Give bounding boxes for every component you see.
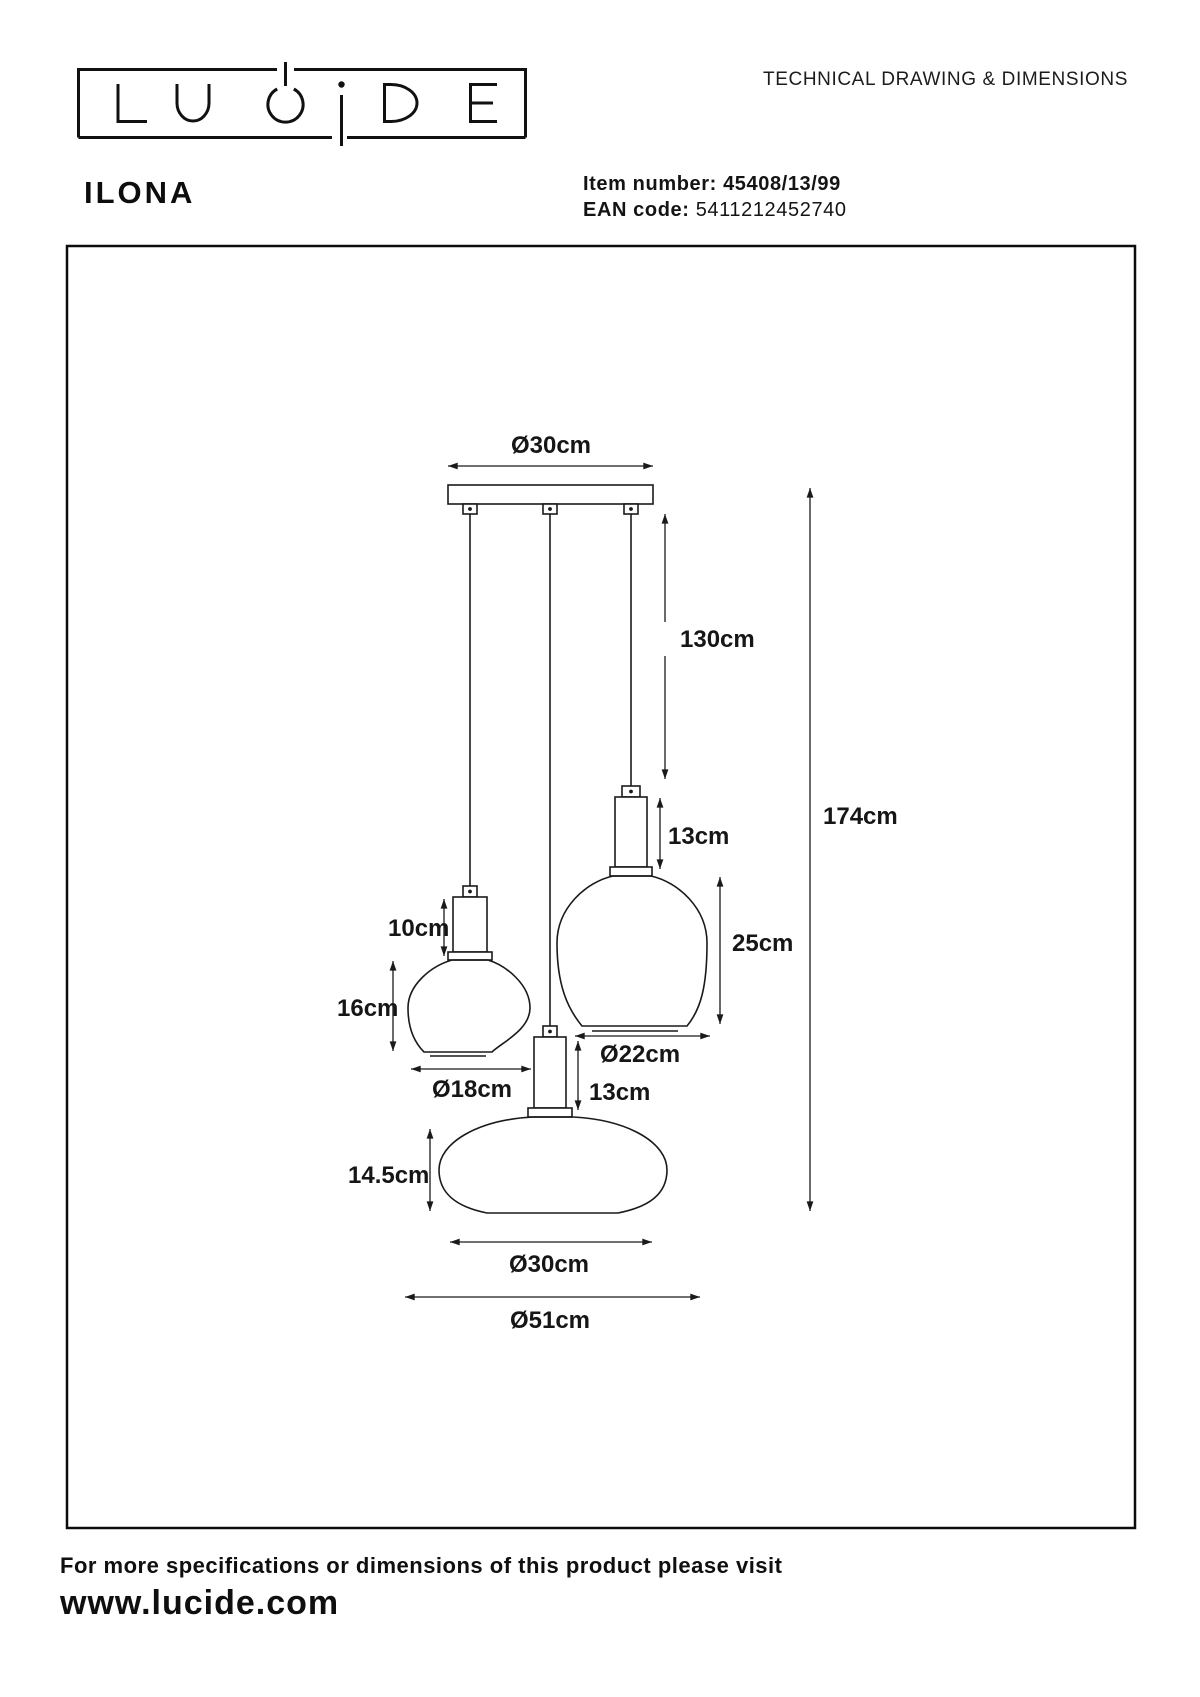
label-right-shade-diameter: Ø22cm bbox=[600, 1041, 681, 1068]
label-total-height: 174cm bbox=[823, 803, 898, 830]
logo-letter-C bbox=[268, 89, 303, 122]
label-cord-length: 130cm bbox=[680, 626, 755, 653]
suspension-cords bbox=[470, 514, 631, 1026]
item-number-row bbox=[583, 173, 841, 195]
label-bottom-shade-diameter: Ø30cm bbox=[508, 1251, 590, 1278]
logo-letter-U bbox=[177, 84, 209, 121]
dimension-lines bbox=[393, 466, 810, 1297]
label-left-shade-height: 16cm bbox=[337, 995, 399, 1022]
footer-website: www.lucide.com bbox=[60, 1584, 340, 1622]
document-title: TECHNICAL DRAWING & DIMENSIONS bbox=[763, 69, 1128, 90]
ceiling-canopy bbox=[448, 485, 653, 514]
item-number-value: 45408/13/99 bbox=[723, 173, 841, 195]
logo-letter-L bbox=[118, 84, 147, 122]
label-right-socket-height: 13cm bbox=[668, 823, 730, 850]
label-bottom-shade-height: 14.5cm bbox=[348, 1162, 430, 1189]
label-canopy-diameter: Ø30cm bbox=[510, 432, 592, 459]
ean-code-label: EAN code: bbox=[583, 199, 690, 221]
logo-letter-D bbox=[385, 85, 418, 122]
drawing-border bbox=[67, 246, 1135, 1528]
item-number-label: Item number: bbox=[583, 173, 717, 195]
label-right-shade-height: 25cm bbox=[732, 930, 794, 957]
pendant-left bbox=[408, 886, 530, 1056]
label-left-shade-diameter: Ø18cm bbox=[431, 1076, 513, 1103]
ean-code-value: 5411212452740 bbox=[695, 199, 847, 221]
product-name: ILONA bbox=[84, 175, 196, 210]
logo-letter-E bbox=[471, 85, 498, 122]
label-bottom-socket-height: 13cm bbox=[589, 1079, 651, 1106]
logo-letter-i-dot bbox=[338, 81, 344, 87]
footer-note: For more specifications or dimensions of this product please visit bbox=[60, 1553, 783, 1578]
label-left-socket-height: 10cm bbox=[388, 915, 450, 942]
label-overall-diameter: Ø51cm bbox=[509, 1307, 591, 1334]
ean-code-row bbox=[583, 199, 847, 221]
lucide-logo bbox=[79, 62, 526, 146]
